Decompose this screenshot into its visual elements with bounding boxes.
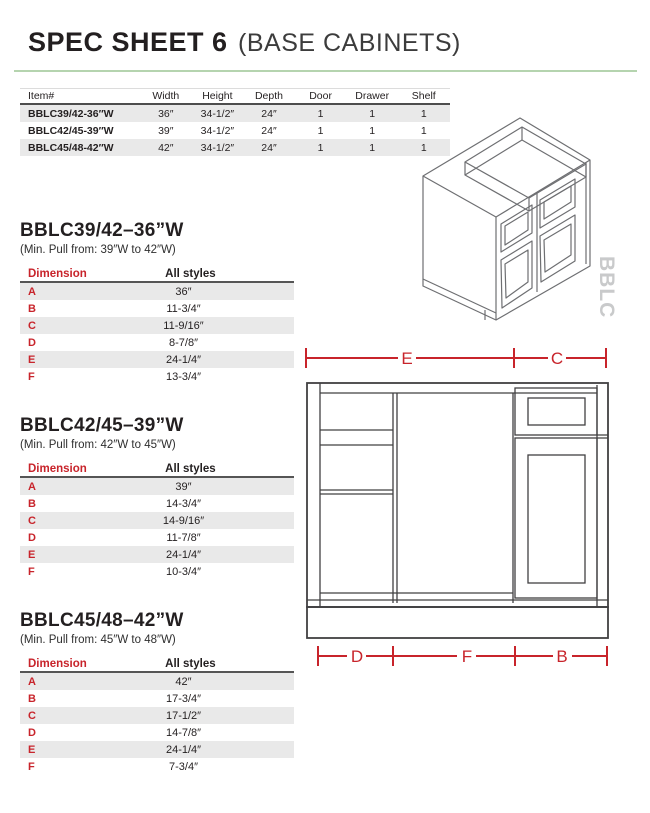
item-number: BBLC45/48-42″W — [28, 141, 114, 154]
dimension-value: 11-9/16″ — [163, 319, 204, 332]
dimension-column-header: Dimension — [28, 462, 87, 475]
section-subtitle: (Min. Pull from: 42″W to 45″W) — [20, 439, 176, 451]
dimension-table-rows — [20, 673, 294, 775]
dimension-value: 42″ — [175, 675, 192, 688]
dimension-value: 24-1/4″ — [165, 353, 202, 366]
spec-table-row — [20, 139, 450, 156]
front-view-drawing — [300, 345, 622, 677]
dimension-section — [20, 610, 294, 775]
dimension-row — [20, 707, 294, 724]
dimension-row — [20, 368, 294, 385]
dimension-letter: D — [28, 531, 36, 544]
spec-value: 1 — [369, 107, 376, 120]
dimension-row — [20, 317, 294, 334]
section-subtitle: (Min. Pull from: 39″W to 42″W) — [20, 244, 176, 256]
dimension-row — [20, 495, 294, 512]
dimension-letter: F — [28, 565, 35, 578]
spec-table-rows — [20, 105, 450, 156]
dimension-labels — [347, 348, 572, 666]
spec-value: 1 — [369, 141, 376, 154]
spec-value: 39″ — [158, 124, 174, 137]
spec-table-row — [20, 122, 450, 139]
dimension-value: 17-1/2″ — [165, 709, 202, 722]
spec-value: 34-1/2″ — [200, 124, 235, 137]
dimension-letter: E — [28, 353, 36, 366]
styles-column-header: All styles — [165, 657, 216, 670]
dimension-row — [20, 351, 294, 368]
page-title — [28, 27, 461, 58]
spec-value: 1 — [317, 107, 324, 120]
bblc-watermark: BBLC — [595, 256, 618, 319]
dimension-value: 10-3/4″ — [165, 565, 202, 578]
dimension-table-header — [20, 656, 294, 673]
section-title: BBLC45/48–42”W — [20, 610, 184, 631]
spec-value: 1 — [369, 124, 376, 137]
item-number: BBLC39/42-36″W — [28, 107, 114, 120]
dimension-row — [20, 741, 294, 758]
dimension-value: 14-9/16″ — [162, 514, 205, 527]
dimension-value: 24-1/4″ — [165, 743, 202, 756]
dimension-lines — [306, 348, 607, 666]
dim-label-d: D — [350, 647, 364, 666]
dimension-letter: B — [28, 302, 36, 315]
spec-value: 1 — [420, 141, 427, 154]
dimension-table — [20, 461, 294, 580]
dimension-letter: E — [28, 548, 36, 561]
dimension-row — [20, 563, 294, 580]
dimension-table — [20, 656, 294, 775]
dim-label-c: C — [550, 349, 564, 368]
spec-value: 34-1/2″ — [200, 141, 235, 154]
header-divider-rule — [14, 70, 637, 72]
dimension-row — [20, 529, 294, 546]
dimension-value: 39″ — [175, 480, 192, 493]
section-title: BBLC39/42–36”W — [20, 220, 184, 241]
dimension-row — [20, 300, 294, 317]
spec-value: 1 — [420, 124, 427, 137]
spec-column-header: Door — [309, 90, 332, 102]
dimension-row — [20, 512, 294, 529]
dimension-letter: D — [28, 336, 36, 349]
spec-table-row — [20, 105, 450, 122]
dimension-section — [20, 220, 294, 385]
dimension-row — [20, 690, 294, 707]
spec-column-header: Shelf — [411, 90, 436, 102]
dimension-row — [20, 724, 294, 741]
isometric-cabinet-drawing — [393, 98, 643, 353]
page-title-main: SPEC SHEET 6 — [28, 27, 228, 57]
dimension-column-header: Dimension — [28, 267, 87, 280]
cabinet-outline-group — [423, 118, 590, 320]
dimension-value: 8-7/8″ — [169, 336, 198, 349]
styles-column-header: All styles — [165, 462, 216, 475]
spec-value: 1 — [317, 124, 324, 137]
spec-table — [20, 88, 450, 156]
dimension-row — [20, 283, 294, 300]
dimension-section — [20, 415, 294, 580]
dimension-value: 14-3/4″ — [165, 497, 202, 510]
section-subtitle: (Min. Pull from: 45″W to 48″W) — [20, 634, 176, 646]
dimension-value: 7-3/4″ — [169, 760, 198, 773]
dimension-letter: B — [28, 692, 36, 705]
dimension-letter: A — [28, 285, 36, 298]
dimension-letter: A — [28, 675, 36, 688]
dimension-value: 11-3/4″ — [166, 302, 201, 315]
spec-column-header: Drawer — [355, 90, 390, 102]
spec-value: 24″ — [261, 107, 277, 120]
spec-value: 34-1/2″ — [200, 107, 235, 120]
front-view-lines — [307, 383, 608, 638]
dimension-letter: E — [28, 743, 36, 756]
dimension-value: 14-7/8″ — [165, 726, 202, 739]
dimension-letter: C — [28, 514, 36, 527]
page-title-sub: (BASE CABINETS) — [238, 29, 461, 57]
dimension-row — [20, 758, 294, 775]
dim-label-f: F — [461, 647, 473, 666]
spec-value: 1 — [420, 107, 427, 120]
dimension-table — [20, 266, 294, 385]
styles-column-header: All styles — [165, 267, 216, 280]
dimension-value: 17-3/4″ — [165, 692, 202, 705]
dimension-row — [20, 334, 294, 351]
item-number: BBLC42/45-39″W — [28, 124, 114, 137]
dimension-column-header: Dimension — [28, 657, 87, 670]
dimension-letter: B — [28, 497, 36, 510]
dimension-value: 24-1/4″ — [165, 548, 202, 561]
dimension-row — [20, 546, 294, 563]
spec-value: 1 — [317, 141, 324, 154]
spec-value: 24″ — [261, 124, 277, 137]
spec-table-header — [20, 88, 450, 105]
dimension-letter: C — [28, 319, 36, 332]
spec-value: 24″ — [261, 141, 277, 154]
dimension-letter: C — [28, 709, 36, 722]
spec-column-header: Depth — [254, 90, 283, 102]
dim-label-b: B — [556, 647, 568, 666]
section-title: BBLC42/45–39”W — [20, 415, 184, 436]
dim-label-e: E — [401, 349, 413, 368]
spec-value: 42″ — [158, 141, 174, 154]
dimension-table-rows — [20, 283, 294, 385]
dimension-row — [20, 478, 294, 495]
spec-column-header: Height — [202, 90, 233, 102]
dimension-table-header — [20, 461, 294, 478]
spec-value: 36″ — [158, 107, 174, 120]
dimension-table-rows — [20, 478, 294, 580]
dimension-value: 11-7/8″ — [166, 531, 201, 544]
dimension-table-header — [20, 266, 294, 283]
dimension-row — [20, 673, 294, 690]
dimension-value: 13-3/4″ — [165, 370, 202, 383]
spec-column-header: Width — [152, 90, 180, 102]
dimension-value: 36″ — [175, 285, 192, 298]
dimension-letter: F — [28, 370, 35, 383]
dimension-letter: F — [28, 760, 35, 773]
dimension-letter: A — [28, 480, 36, 493]
spec-column-header: Item# — [28, 90, 55, 102]
dimension-letter: D — [28, 726, 36, 739]
